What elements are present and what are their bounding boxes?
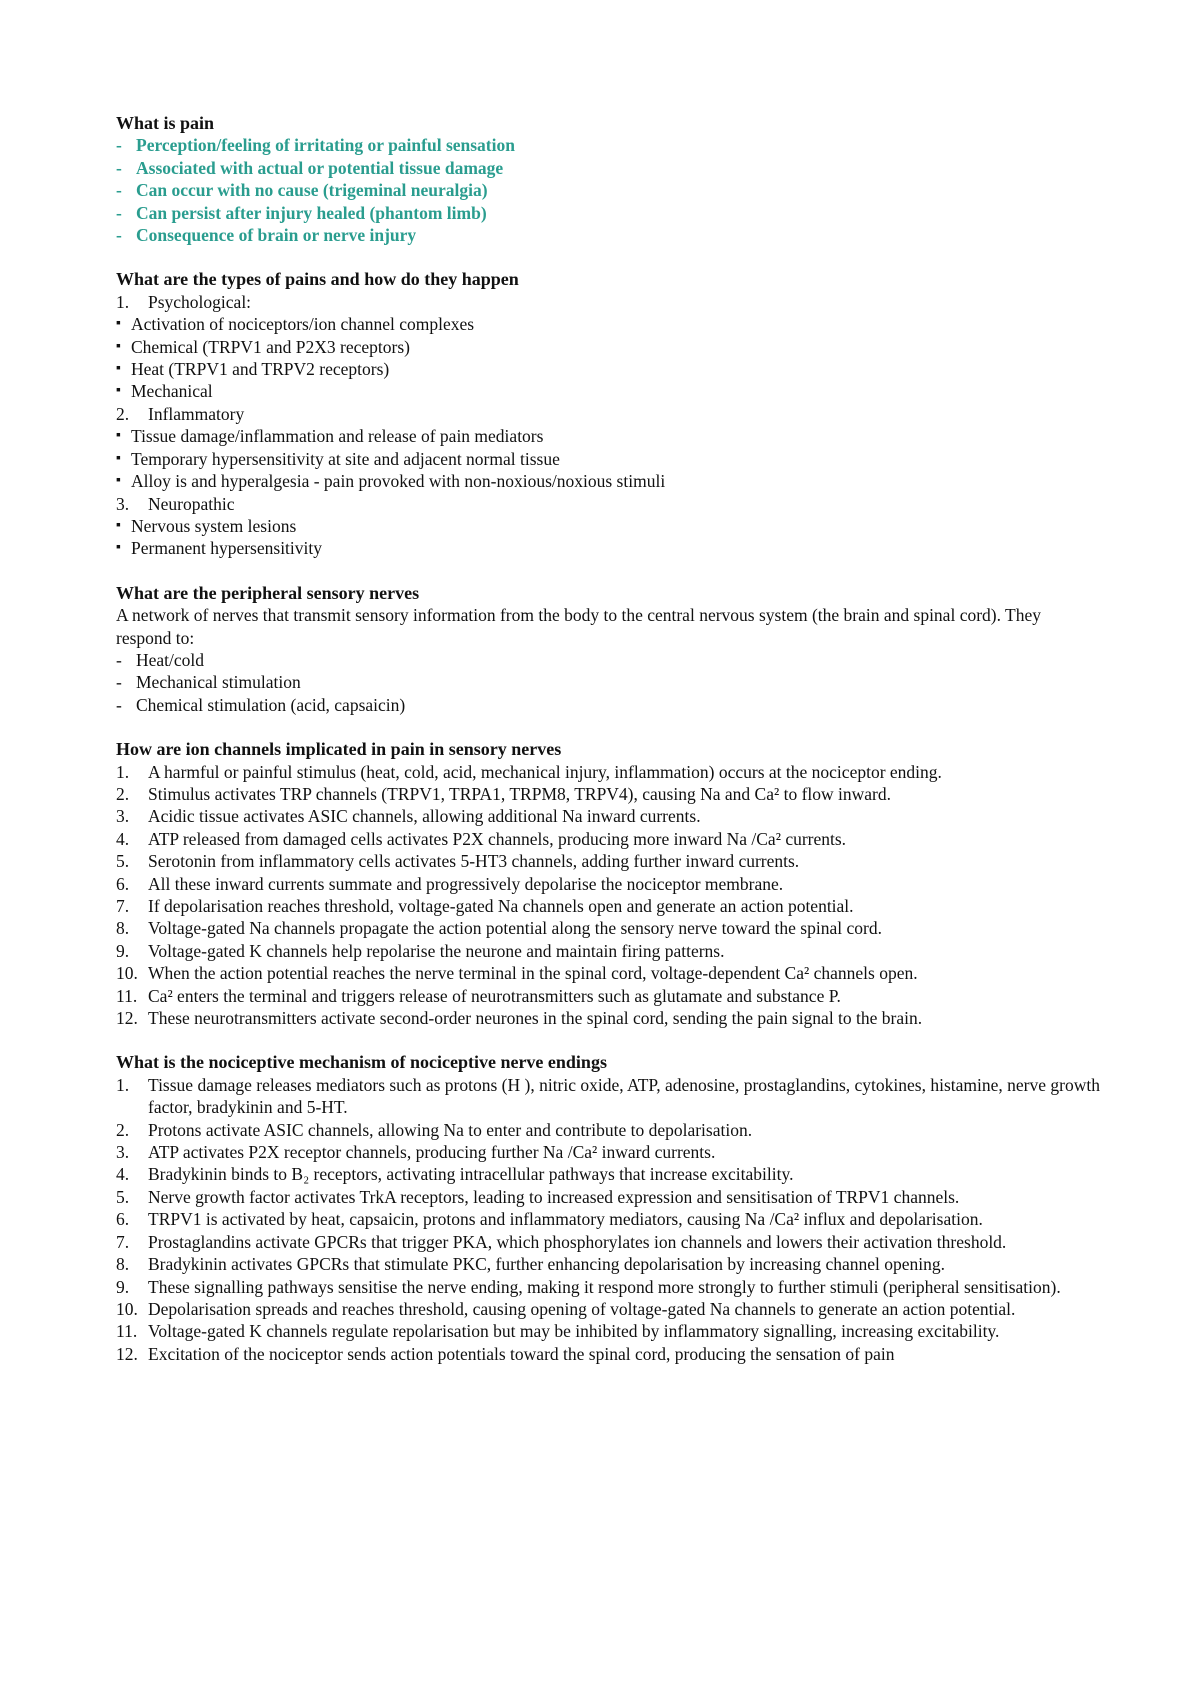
item-text: If depolarisation reaches threshold, voltage-gated Na channels open and generate an action potential. (148, 896, 854, 916)
item-text: When the action potential reaches the nerve terminal in the spinal cord, voltage-dependent Ca² channels open. (148, 963, 918, 984)
numbered-item (116, 1141, 1100, 1163)
numbered-item (116, 1208, 1100, 1230)
bullet-item: ▪ Heat (TRPV1 and TRPV2 receptors) (116, 359, 390, 380)
numbered-item (116, 1007, 1100, 1029)
item-number: 1. (116, 1074, 130, 1095)
item-number: 6. (116, 873, 130, 894)
numbered-item: 3. Neuropathic (116, 493, 235, 514)
numbered-item (116, 1298, 1100, 1320)
item-number: 7. (116, 1231, 130, 1252)
item-number: 6. (116, 1209, 130, 1230)
numbered-item (116, 1276, 1100, 1298)
item-text: TRPV1 is activated by heat, capsaicin, protons and inflammatory mediators, causing Na /Ca² influx and depolarisation. (148, 1209, 983, 1230)
item-number: 12. (116, 1008, 138, 1029)
numbered-item (116, 1231, 1100, 1253)
numbered-item (116, 1186, 1100, 1208)
bullet-item: ▪ Chemical (TRPV1 and P2X3 receptors) (116, 336, 410, 357)
item-number: 8. (116, 918, 130, 939)
numbered-item: 1. Psychological: (116, 291, 252, 312)
numbered-list (116, 1074, 1100, 1365)
bullet-item: ▪ Activation of nociceptors/ion channel complexes (116, 314, 475, 335)
section-heading: What are the peripheral sensory nerves (116, 582, 420, 603)
numbered-item (116, 805, 1100, 827)
numbered-item (116, 940, 1100, 962)
section-peripheral-nerves (116, 582, 1100, 716)
item-text: Depolarisation spreads and reaches threshold, causing opening of voltage-gated Na channels to generate an action potential. (148, 1298, 1016, 1319)
item-text: ATP activates P2X receptor channels, producing further Na /Ca² inward currents. (148, 1142, 716, 1163)
item-number: 4. (116, 1164, 130, 1185)
item-number: 2. (116, 783, 130, 804)
list-item: - Can persist after injury healed (phantom limb) (116, 202, 487, 223)
section-heading: What is the nociceptive mechanism of nociceptive nerve endings (116, 1052, 607, 1073)
item-text: Bradykinin binds to B₂ receptors, activating intracellular pathways that increase excitability. (148, 1164, 794, 1185)
bullet-item: ▪ Temporary hypersensitivity at site and adjacent normal tissue (116, 448, 560, 469)
numbered-item (116, 962, 1100, 984)
numbered-item (116, 850, 1100, 872)
list-item: - Perception/feeling of irritating or painful sensation (116, 135, 515, 156)
item-text: Prostaglandins activate GPCRs that trigger PKA, which phosphorylates ion channels and lowers their activation threshold. (148, 1231, 1007, 1252)
numbered-item (116, 917, 1100, 939)
item-text: Stimulus activates TRP channels (TRPV1, TRPA1, TRPM8, TRPV4), causing Na and Ca² to flow inward. (148, 783, 891, 804)
item-text: Voltage-gated K channels help repolarise the neurone and maintain firing patterns. (148, 940, 725, 961)
section-heading: How are ion channels implicated in pain in sensory nerves (116, 739, 562, 760)
item-text: ATP released from damaged cells activates P2X channels, producing more inward Na /Ca² currents. (148, 828, 847, 849)
list-item: - Mechanical stimulation (116, 672, 301, 693)
numbered-item (116, 828, 1100, 850)
bullet-item: ▪ Mechanical (116, 381, 213, 402)
document-page (116, 112, 1100, 1387)
item-text: Bradykinin activates GPCRs that stimulate PKC, further enhancing depolarisation by increasing channel opening. (148, 1254, 946, 1275)
section-nociceptive-mechanism (116, 1051, 1100, 1365)
item-number: 10. (116, 1298, 138, 1319)
item-text: These signalling pathways sensitise the nerve ending, making it respond more strongly to further stimuli (peripheral sensitisation). (148, 1276, 1061, 1297)
numbered-item (116, 761, 1100, 783)
item-number: 9. (116, 1276, 130, 1297)
numbered-item (116, 783, 1100, 805)
list-item: - Can occur with no cause (trigeminal neuralgia) (116, 180, 488, 201)
item-text: Voltage-gated Na channels propagate the action potential along the sensory nerve toward the spinal cord. (148, 918, 882, 939)
bullet-item: ▪ Permanent hypersensitivity (116, 538, 323, 559)
item-number: 2. (116, 1119, 130, 1140)
item-text: Voltage-gated K channels regulate repolarisation but may be inhibited by inflammatory signalling, increasing excitability. (148, 1321, 1000, 1342)
list-item: - Chemical stimulation (acid, capsaicin) (116, 694, 406, 715)
paragraph: A network of nerves that transmit sensory information from the body to the central nervous system (the brain and spinal cord). They respond to: (116, 605, 1042, 648)
item-text: Excitation of the nociceptor sends action potentials toward the spinal cord, producing the sensation of pain (148, 1343, 895, 1364)
item-number: 8. (116, 1254, 130, 1275)
item-text: Serotonin from inflammatory cells activates 5-HT3 channels, adding further inward currents. (148, 851, 800, 872)
numbered-item (116, 873, 1100, 895)
item-text: A harmful or painful stimulus (heat, cold, acid, mechanical injury, inflammation) occurs at the nociceptor ending. (148, 761, 942, 782)
list-item: - Consequence of brain or nerve injury (116, 225, 417, 246)
bullet-item: ▪ Alloy is and hyperalgesia - pain provoked with non-noxious/noxious stimuli (116, 471, 666, 492)
numbered-item (116, 1253, 1100, 1275)
item-number: 3. (116, 806, 130, 827)
list-item: - Heat/cold (116, 649, 205, 670)
item-text: Tissue damage releases mediators such as protons (H ), nitric oxide, ATP, adenosine, prostaglandins, cytokines, histamine, nerve growth factor, bradykinin and 5-HT. (148, 1074, 1100, 1118)
item-number: 5. (116, 851, 130, 872)
item-text: All these inward currents summate and progressively depolarise the nociceptor membrane. (148, 873, 784, 894)
numbered-item (116, 895, 1100, 917)
numbered-item (116, 985, 1100, 1007)
numbered-list (116, 761, 1100, 1030)
item-text: These neurotransmitters activate second-order neurones in the spinal cord, sending the pain signal to the brain. (148, 1008, 923, 1029)
bullet-item: ▪ Tissue damage/inflammation and release of pain mediators (116, 426, 544, 447)
item-number: 12. (116, 1343, 138, 1364)
item-number: 1. (116, 761, 130, 782)
item-number: 11. (116, 1321, 138, 1342)
section-heading: What are the types of pains and how do they happen (116, 269, 519, 290)
numbered-item (116, 1163, 1100, 1185)
item-text: Acidic tissue activates ASIC channels, allowing additional Na inward currents. (148, 806, 701, 827)
item-number: 5. (116, 1186, 130, 1207)
numbered-item: 2. Inflammatory (116, 403, 245, 424)
bullet-item: ▪ Nervous system lesions (116, 515, 297, 536)
item-number: 9. (116, 940, 130, 961)
section-ion-channels (116, 738, 1100, 1029)
item-number: 3. (116, 1142, 130, 1163)
item-number: 4. (116, 828, 130, 849)
section-heading: What is pain (116, 113, 215, 133)
list-item: - Associated with actual or potential tissue damage (116, 157, 504, 178)
item-text: Protons activate ASIC channels, allowing Na to enter and contribute to depolarisation. (148, 1119, 753, 1140)
section-types-of-pain (116, 268, 1100, 559)
numbered-item (116, 1074, 1100, 1119)
section-what-is-pain (116, 112, 1100, 246)
item-number: 11. (116, 985, 138, 1006)
numbered-item (116, 1343, 1100, 1365)
item-number: 7. (116, 896, 130, 916)
numbered-item (116, 1320, 1100, 1342)
item-number: 10. (116, 963, 138, 984)
numbered-item (116, 1119, 1100, 1141)
item-text: Ca² enters the terminal and triggers release of neurotransmitters such as glutamate and substance P. (148, 985, 841, 1006)
item-text: Nerve growth factor activates TrkA receptors, leading to increased expression and sensitisation of TRPV1 channels. (148, 1186, 960, 1207)
